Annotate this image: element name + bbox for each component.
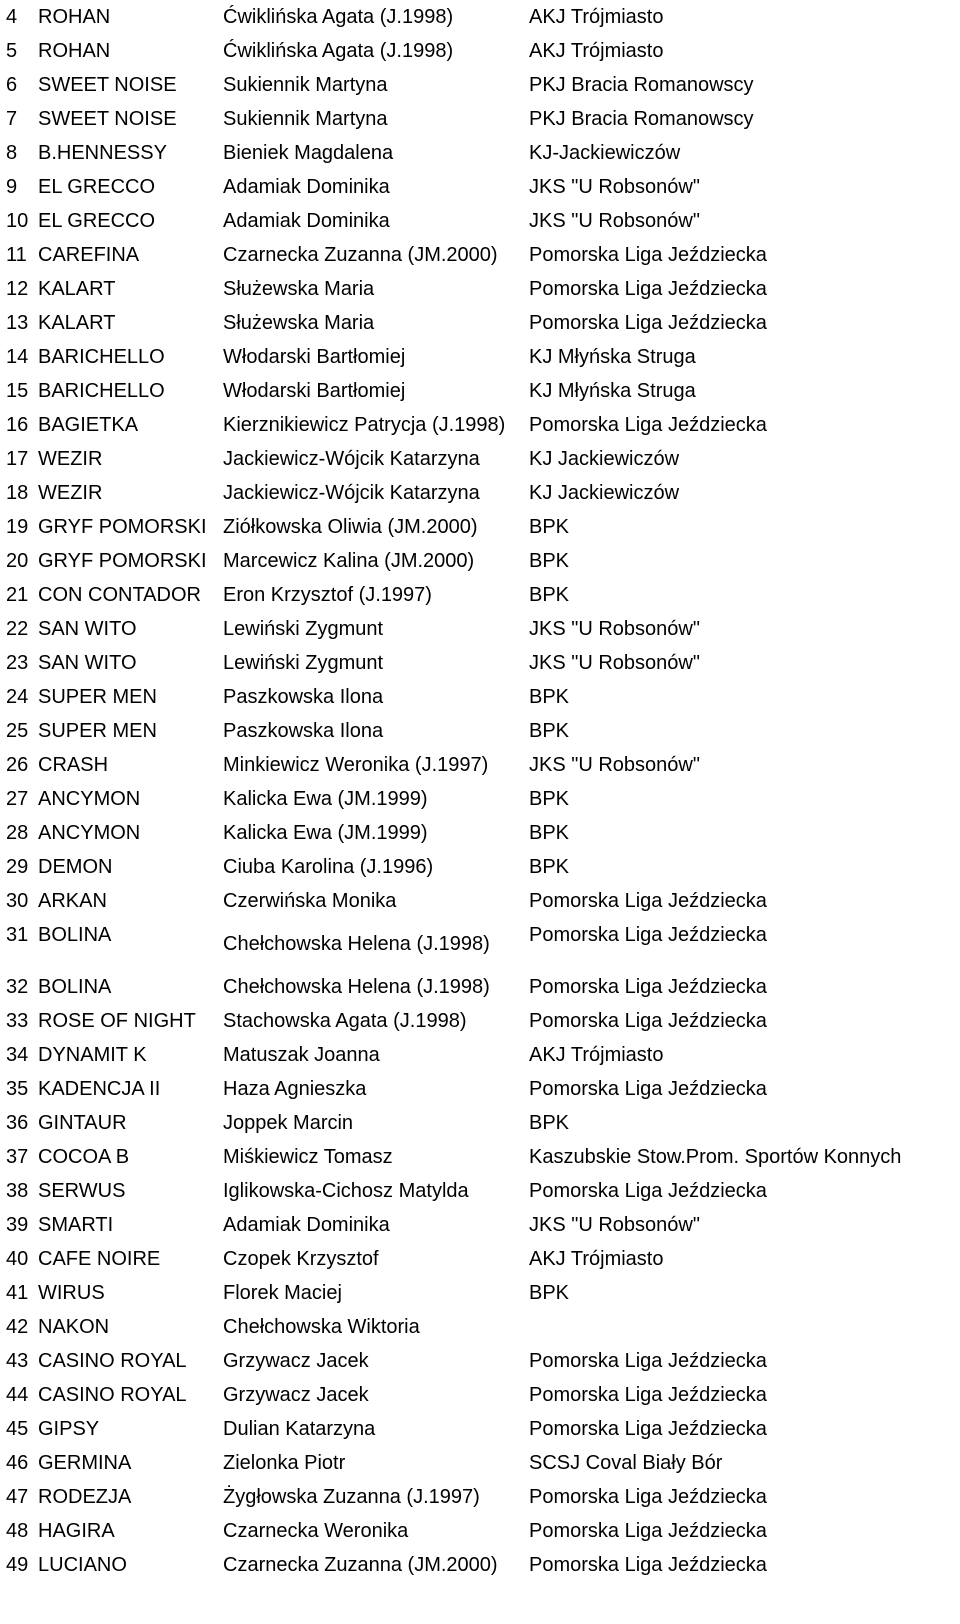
rider-name: Sukiennik Martyna [223, 74, 388, 96]
list-row [0, 1242, 960, 1276]
club-name: BPK [529, 720, 570, 742]
start-number: 49 [6, 1554, 29, 1576]
horse-name: CRASH [38, 754, 109, 776]
horse-name: DYNAMIT K [38, 1044, 147, 1066]
rider-name: Chełchowska Helena (J.1998) [223, 933, 490, 955]
start-number: 27 [6, 788, 29, 810]
list-row [0, 1276, 960, 1310]
start-number: 45 [6, 1418, 29, 1440]
horse-name: BOLINA [38, 924, 112, 946]
rider-name: Ćwiklińska Agata (J.1998) [223, 6, 454, 28]
start-number: 8 [6, 142, 18, 164]
club-name: KJ Młyńska Struga [529, 380, 696, 402]
rider-name: Bieniek Magdalena [223, 142, 394, 164]
club-name: Pomorska Liga Jeździecka [529, 278, 767, 300]
club-name: BPK [529, 1282, 570, 1304]
rider-name: Paszkowska Ilona [223, 720, 384, 742]
start-number: 48 [6, 1520, 29, 1542]
rider-name: Ćwiklińska Agata (J.1998) [223, 40, 454, 62]
start-number: 18 [6, 482, 29, 504]
club-name: PKJ Bracia Romanowscy [529, 74, 754, 96]
rider-name: Ciuba Karolina (J.1996) [223, 856, 434, 878]
start-number: 11 [6, 244, 27, 266]
start-number: 16 [6, 414, 29, 436]
start-number: 14 [6, 346, 29, 368]
club-name: Pomorska Liga Jeździecka [529, 414, 767, 436]
club-name: Pomorska Liga Jeździecka [529, 1554, 767, 1576]
horse-name: DEMON [38, 856, 113, 878]
club-name: AKJ Trójmiasto [529, 6, 664, 28]
horse-name: SAN WITO [38, 618, 137, 640]
horse-name: BAGIETKA [38, 414, 139, 436]
start-number: 38 [6, 1180, 29, 1202]
club-name: KJ-Jackiewiczów [529, 142, 681, 164]
list-row [0, 374, 960, 408]
list-row [0, 408, 960, 442]
list-row [0, 34, 960, 68]
list-row [0, 970, 960, 1004]
horse-name: GERMINA [38, 1452, 132, 1474]
list-row [0, 306, 960, 340]
horse-name: GRYF POMORSKI [38, 516, 207, 538]
start-number: 37 [6, 1146, 29, 1168]
list-row [0, 476, 960, 510]
rider-name: Czopek Krzysztof [223, 1248, 379, 1270]
list-row [0, 1378, 960, 1412]
start-number: 40 [6, 1248, 29, 1270]
list-row [0, 680, 960, 714]
rider-name: Lewiński Zygmunt [223, 618, 384, 640]
rider-name: Kalicka Ewa (JM.1999) [223, 822, 428, 844]
list-row [0, 170, 960, 204]
club-name: BPK [529, 686, 570, 708]
club-name: Pomorska Liga Jeździecka [529, 1520, 767, 1542]
start-number: 23 [6, 652, 29, 674]
rider-name: Służewska Maria [223, 278, 375, 300]
start-number: 6 [6, 74, 18, 96]
club-name: BPK [529, 788, 570, 810]
rider-name: Paszkowska Ilona [223, 686, 384, 708]
club-name: Pomorska Liga Jeździecka [529, 312, 767, 334]
horse-name: CAREFINA [38, 244, 140, 266]
club-name: AKJ Trójmiasto [529, 40, 664, 62]
start-number: 43 [6, 1350, 29, 1372]
start-number: 7 [6, 108, 18, 130]
horse-name: LUCIANO [38, 1554, 127, 1576]
horse-name: SMARTI [38, 1214, 114, 1236]
horse-name: NAKON [38, 1316, 110, 1338]
rider-name: Stachowska Agata (J.1998) [223, 1010, 467, 1032]
horse-name: KALART [38, 312, 116, 334]
start-number: 47 [6, 1486, 29, 1508]
list-row [0, 102, 960, 136]
club-name: JKS "U Robsonów" [529, 176, 700, 198]
list-row [0, 0, 960, 34]
horse-name: ROHAN [38, 6, 111, 28]
rider-name: Czarnecka Weronika [223, 1520, 409, 1542]
club-name: JKS "U Robsonów" [529, 1214, 700, 1236]
start-number: 36 [6, 1112, 29, 1134]
rider-name: Iglikowska-Cichosz Matylda [223, 1180, 469, 1202]
list-row [0, 1208, 960, 1242]
horse-name: SAN WITO [38, 652, 137, 674]
club-name: Pomorska Liga Jeździecka [529, 924, 767, 946]
start-number: 5 [6, 40, 18, 62]
list-row [0, 714, 960, 748]
rider-name: Grzywacz Jacek [223, 1350, 369, 1372]
horse-name: GINTAUR [38, 1112, 127, 1134]
club-name: AKJ Trójmiasto [529, 1044, 664, 1066]
rider-name: Miśkiewicz Tomasz [223, 1146, 393, 1168]
start-number: 28 [6, 822, 29, 844]
club-name: Pomorska Liga Jeździecka [529, 1010, 767, 1032]
start-number: 42 [6, 1316, 29, 1338]
horse-name: SUPER MEN [38, 720, 157, 742]
rider-name: Adamiak Dominika [223, 210, 390, 232]
rider-name: Dulian Katarzyna [223, 1418, 376, 1440]
club-name: Kaszubskie Stow.Prom. Sportów Konnych [529, 1146, 902, 1168]
club-name: Pomorska Liga Jeździecka [529, 976, 767, 998]
start-number: 10 [6, 210, 29, 232]
start-number: 17 [6, 448, 29, 470]
horse-name: CAFE NOIRE [38, 1248, 161, 1270]
club-name: Pomorska Liga Jeździecka [529, 1078, 767, 1100]
club-name: JKS "U Robsonów" [529, 754, 700, 776]
horse-name: CASINO ROYAL [38, 1350, 187, 1372]
rider-name: Chełchowska Helena (J.1998) [223, 976, 490, 998]
start-number: 44 [6, 1384, 29, 1406]
list-row [0, 442, 960, 476]
club-name: Pomorska Liga Jeździecka [529, 1384, 767, 1406]
rider-name: Czarnecka Zuzanna (JM.2000) [223, 1554, 498, 1576]
start-number: 21 [6, 584, 29, 606]
list-row [0, 1480, 960, 1514]
horse-name: CON CONTADOR [38, 584, 201, 606]
start-number: 13 [6, 312, 29, 334]
horse-name: BARICHELLO [38, 380, 165, 402]
club-name: Pomorska Liga Jeździecka [529, 1486, 767, 1508]
rider-name: Matuszak Joanna [223, 1044, 380, 1066]
horse-name: SWEET NOISE [38, 74, 177, 96]
club-name: AKJ Trójmiasto [529, 1248, 664, 1270]
horse-name: EL GRECCO [38, 210, 156, 232]
list-row [0, 748, 960, 782]
list-row [0, 68, 960, 102]
club-name: BPK [529, 822, 570, 844]
rider-name: Sukiennik Martyna [223, 108, 388, 130]
list-row [0, 782, 960, 816]
start-number: 26 [6, 754, 29, 776]
start-number: 31 [6, 924, 29, 946]
rider-name: Joppek Marcin [223, 1112, 354, 1134]
club-name: KJ Jackiewiczów [529, 448, 680, 470]
club-name: BPK [529, 1112, 570, 1134]
list-row [0, 1174, 960, 1208]
horse-name: CASINO ROYAL [38, 1384, 187, 1406]
list-row [0, 850, 960, 884]
club-name: Pomorska Liga Jeździecka [529, 1418, 767, 1440]
club-name: SCSJ Coval Biały Bór [529, 1452, 723, 1474]
rider-name: Grzywacz Jacek [223, 1384, 369, 1406]
start-number: 30 [6, 890, 29, 912]
list-row [0, 238, 960, 272]
horse-name: RODEZJA [38, 1486, 132, 1508]
start-number: 35 [6, 1078, 29, 1100]
list-row [0, 1310, 960, 1344]
list-row [0, 1446, 960, 1480]
horse-name: GRYF POMORSKI [38, 550, 207, 572]
rider-name: Adamiak Dominika [223, 1214, 390, 1236]
horse-name: ANCYMON [38, 822, 141, 844]
rider-name: Adamiak Dominika [223, 176, 390, 198]
list-row [0, 612, 960, 646]
horse-name: B.HENNESSY [38, 142, 167, 164]
rider-name: Włodarski Bartłomiej [223, 346, 406, 368]
list-row [0, 1344, 960, 1378]
rider-name: Czarnecka Zuzanna (JM.2000) [223, 244, 498, 266]
list-row [0, 816, 960, 850]
rider-name: Służewska Maria [223, 312, 375, 334]
club-name: BPK [529, 516, 570, 538]
rider-name: Ziółkowska Oliwia (JM.2000) [223, 516, 478, 538]
start-number: 19 [6, 516, 29, 538]
club-name: JKS "U Robsonów" [529, 618, 700, 640]
club-name: BPK [529, 550, 570, 572]
list-row [0, 1106, 960, 1140]
start-number: 24 [6, 686, 29, 708]
list-row [0, 272, 960, 306]
start-number: 34 [6, 1044, 29, 1066]
rider-name: Lewiński Zygmunt [223, 652, 384, 674]
club-name: KJ Młyńska Struga [529, 346, 696, 368]
start-number: 9 [6, 176, 18, 198]
list-row [0, 510, 960, 544]
start-number: 22 [6, 618, 29, 640]
horse-name: WEZIR [38, 482, 103, 504]
list-row [0, 646, 960, 680]
start-number: 41 [6, 1282, 29, 1304]
rider-name: Kierznikiewicz Patrycja (J.1998) [223, 414, 506, 436]
start-number: 32 [6, 976, 29, 998]
horse-name: ROSE OF NIGHT [38, 1010, 196, 1032]
list-row [0, 1038, 960, 1072]
horse-name: ROHAN [38, 40, 111, 62]
club-name: Pomorska Liga Jeździecka [529, 244, 767, 266]
club-name: PKJ Bracia Romanowscy [529, 108, 754, 130]
rider-name: Florek Maciej [223, 1282, 342, 1304]
horse-name: WIRUS [38, 1282, 105, 1304]
rider-name: Marcewicz Kalina (JM.2000) [223, 550, 475, 572]
club-name: BPK [529, 856, 570, 878]
start-number: 33 [6, 1010, 29, 1032]
start-number: 15 [6, 380, 29, 402]
start-number: 39 [6, 1214, 29, 1236]
horse-name: ANCYMON [38, 788, 141, 810]
club-name: JKS "U Robsonów" [529, 210, 700, 232]
club-name: Pomorska Liga Jeździecka [529, 890, 767, 912]
rider-name: Czerwińska Monika [223, 890, 397, 912]
horse-name: SWEET NOISE [38, 108, 177, 130]
start-number: 4 [6, 6, 18, 28]
horse-name: SERWUS [38, 1180, 126, 1202]
list-row [0, 918, 960, 970]
list-row [0, 884, 960, 918]
horse-name: GIPSY [38, 1418, 100, 1440]
horse-name: BOLINA [38, 976, 112, 998]
start-number: 20 [6, 550, 29, 572]
start-number: 25 [6, 720, 29, 742]
horse-name: KADENCJA II [38, 1078, 161, 1100]
rider-name: Haza Agnieszka [223, 1078, 367, 1100]
rider-name: Zielonka Piotr [223, 1452, 346, 1474]
rider-name: Kalicka Ewa (JM.1999) [223, 788, 428, 810]
list-row [0, 1548, 960, 1582]
horse-name: COCOA B [38, 1146, 130, 1168]
start-number: 29 [6, 856, 29, 878]
horse-name: SUPER MEN [38, 686, 157, 708]
club-name: BPK [529, 584, 570, 606]
horse-name: WEZIR [38, 448, 103, 470]
list-row [0, 1140, 960, 1174]
list-row [0, 578, 960, 612]
list-row [0, 1004, 960, 1038]
list-row [0, 136, 960, 170]
rider-name: Żygłowska Zuzanna (J.1997) [223, 1486, 480, 1508]
start-number: 12 [6, 278, 29, 300]
club-name: KJ Jackiewiczów [529, 482, 680, 504]
horse-name: EL GRECCO [38, 176, 156, 198]
rider-name: Chełchowska Wiktoria [223, 1316, 420, 1338]
rider-name: Eron Krzysztof (J.1997) [223, 584, 432, 606]
list-row [0, 1514, 960, 1548]
rider-name: Jackiewicz-Wójcik Katarzyna [223, 448, 480, 470]
list-row [0, 204, 960, 238]
list-row [0, 544, 960, 578]
horse-name: HAGIRA [38, 1520, 115, 1542]
rider-name: Jackiewicz-Wójcik Katarzyna [223, 482, 480, 504]
rider-name: Włodarski Bartłomiej [223, 380, 406, 402]
club-name: Pomorska Liga Jeździecka [529, 1180, 767, 1202]
start-number: 46 [6, 1452, 29, 1474]
club-name: Pomorska Liga Jeździecka [529, 1350, 767, 1372]
horse-name: BARICHELLO [38, 346, 165, 368]
horse-name: ARKAN [38, 890, 107, 912]
horse-name: KALART [38, 278, 116, 300]
club-name: JKS "U Robsonów" [529, 652, 700, 674]
rider-name: Minkiewicz Weronika (J.1997) [223, 754, 489, 776]
list-row [0, 340, 960, 374]
list-row [0, 1072, 960, 1106]
list-row [0, 1412, 960, 1446]
